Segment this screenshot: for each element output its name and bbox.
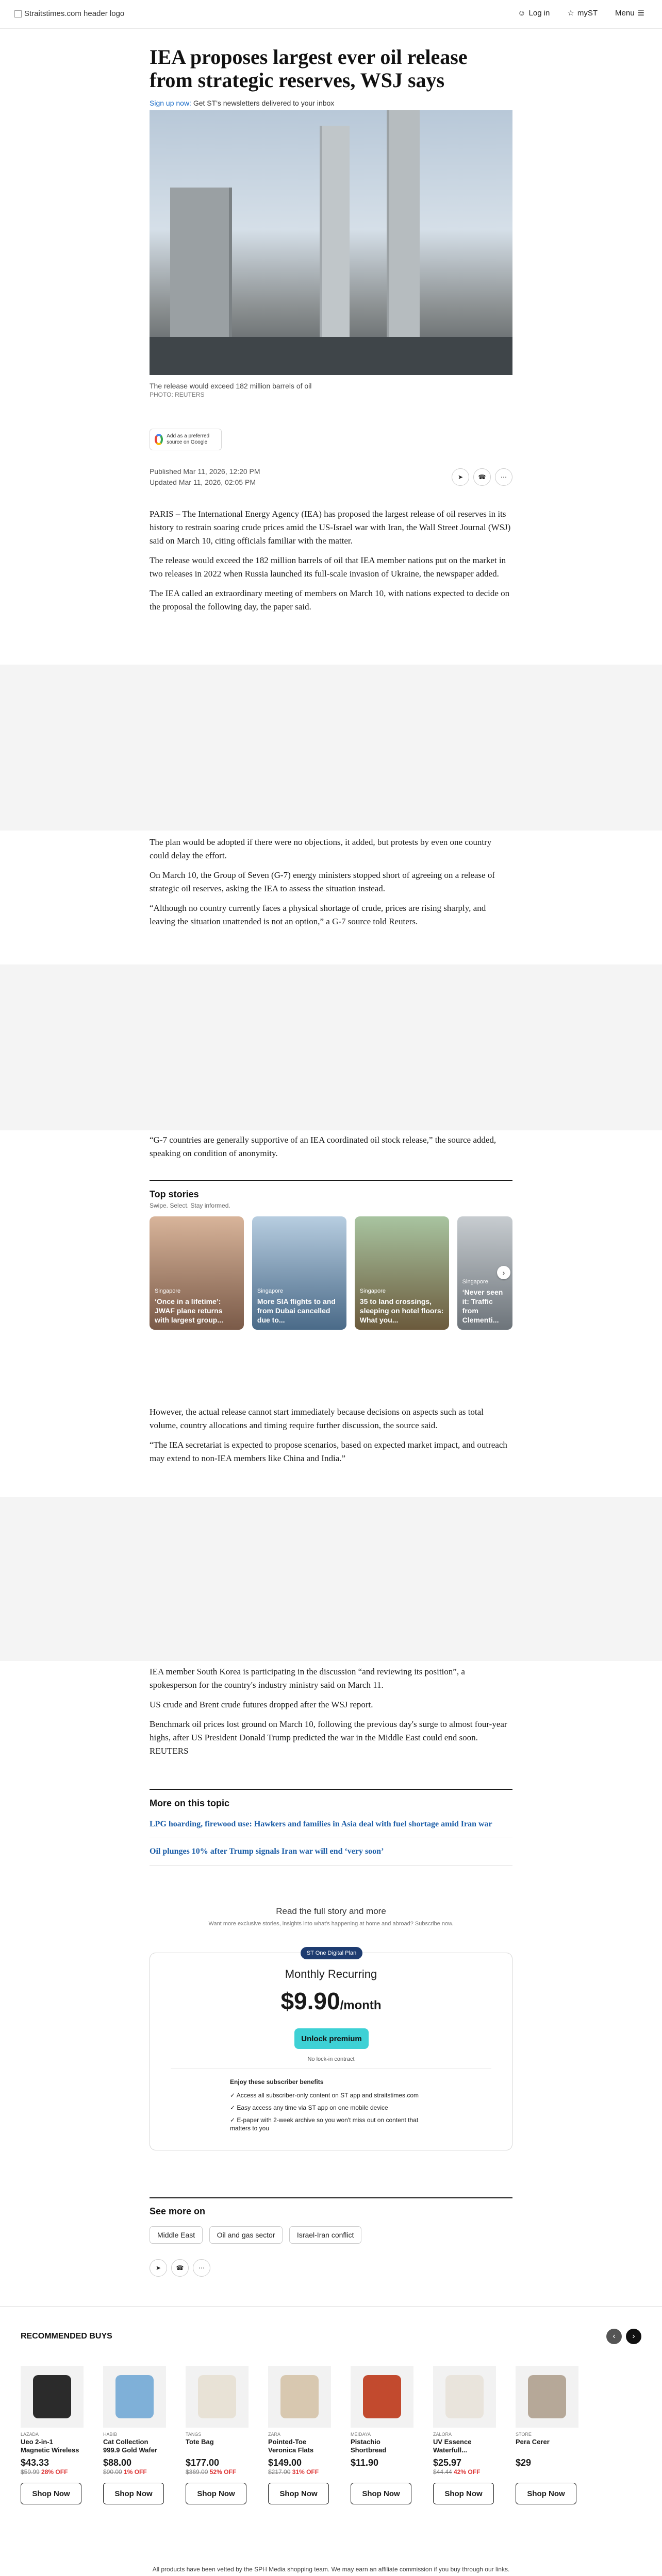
product-old-price: $90.00	[103, 2468, 122, 2476]
product-old-price: $217.00	[268, 2468, 291, 2476]
login-label: Log in	[528, 8, 550, 18]
unlock-premium-button[interactable]: Unlock premium	[294, 2028, 369, 2049]
product-name: Ueo 2-in-1 Magnetic Wireless	[21, 2438, 79, 2454]
paragraph-8: However, the actual release cannot start immediately because decisions on aspects such as total volume, country allocations and timing require further discussion, the source said.	[150, 1407, 484, 1430]
card-section: Singapore	[462, 1279, 488, 1285]
google-icon	[155, 434, 163, 445]
shop-now-button[interactable]: Shop Now	[433, 2483, 494, 2504]
product-name: Tote Bag	[186, 2438, 214, 2446]
shop-now-button[interactable]: Shop Now	[516, 2483, 576, 2504]
product-store: TANGS	[186, 2432, 202, 2437]
product-image	[433, 2366, 496, 2428]
product-price: $25.97	[433, 2458, 462, 2468]
benefit-item: E-paper with 2-week archive so you won't miss out on content that matters to you	[230, 2116, 419, 2132]
topic-tag[interactable]: Oil and gas sector	[209, 2226, 283, 2244]
no-lock-in-note: No lock-in contract	[307, 2056, 355, 2062]
plan-tag: ST One Digital Plan	[301, 1947, 362, 1959]
hamburger-icon: ☰	[637, 9, 644, 18]
caption-text: The release would exceed 182 million barrels of oil	[150, 382, 312, 390]
product-name: Cat Collection 999.9 Gold Wafer	[103, 2438, 157, 2454]
related-link[interactable]: LPG hoarding, firewood use: Hawkers and families in Asia deal with fuel shortage amid Iran war	[150, 1820, 492, 1828]
see-more-rule	[150, 2197, 512, 2198]
more-topic-rule	[150, 1789, 512, 1790]
ad-slot-3	[0, 1497, 662, 1661]
product-name: Pera Cerer	[516, 2438, 550, 2446]
shop-now-button[interactable]: Shop Now	[268, 2483, 329, 2504]
top-stories-sub: Swipe. Select. Stay informed.	[150, 1202, 230, 1209]
paragraph-1: PARIS – The International Energy Agency (IEA) has proposed the largest release of oil reserves in its history to restrain soaring crude prices amid the US-Israel war with Iran, the Wall Street Journal (WSJ) said on March 10, citing officials familiar with the matter.	[150, 509, 511, 546]
recommended-buys	[21, 2329, 641, 2344]
product-name: Pistachio Shortbread	[351, 2438, 387, 2454]
logo-alt-text: Straitstimes.com header logo	[24, 9, 125, 18]
product-store: ZALORA	[433, 2432, 452, 2437]
product-card[interactable]	[268, 2366, 331, 2504]
product-discount: 52% OFF	[209, 2468, 237, 2476]
paragraph-9: “The IEA secretariat is expected to propose scenarios, based on expected market impact, and outreach may extend to non-IEA members like China and India.”	[150, 1440, 507, 1463]
card-section: Singapore	[257, 1288, 284, 1294]
product-image	[268, 2366, 331, 2428]
benefits-list	[230, 2078, 436, 2132]
site-header	[0, 0, 662, 29]
article-meta	[150, 466, 512, 488]
ad-slot-2	[0, 964, 662, 1130]
shop-now-button[interactable]: Shop Now	[103, 2483, 164, 2504]
product-discount: 28% OFF	[41, 2468, 68, 2476]
read-more-sub: Want more exclusive stories, insights into what's happening at home and abroad? Subscribe now.	[208, 1921, 454, 1927]
signup-text: Get ST's newsletters delivered to your inbox	[191, 99, 335, 107]
product-discount: 42% OFF	[454, 2468, 481, 2476]
check-icon: ✓	[230, 2092, 237, 2099]
photo-credit: PHOTO: REUTERS	[150, 391, 205, 398]
affiliate-disclaimer: All products have been vetted by the SPH Media shopping team. We may earn an affiliate commission if you buy through our links.	[152, 2566, 510, 2573]
more-topic-heading: More on this topic	[150, 1798, 229, 1808]
product-image	[21, 2366, 84, 2428]
shop-now-button[interactable]: Shop Now	[351, 2483, 411, 2504]
card-title: ‘Once in a lifetime’: JWAF plane returns with largest group...	[155, 1297, 224, 1324]
product-discount: 1% OFF	[124, 2468, 147, 2476]
paragraph-5: On March 10, the Group of Seven (G-7) energy ministers stopped short of agreeing on a release of strategic oil reserves, asking the IEA to assess the situation instead.	[150, 870, 495, 893]
related-link[interactable]: Oil plunges 10% after Trump signals Iran war will end ‘very soon’	[150, 1847, 384, 1856]
topic-tag[interactable]: Israel-Iran conflict	[289, 2226, 361, 2244]
product-image	[186, 2366, 249, 2428]
google-badge-label: Add as a preferred source on Google	[167, 433, 210, 445]
product-image	[103, 2366, 166, 2428]
paragraph-2: The release would exceed the 182 million barrels of oil that IEA member nations put on the market in two releases in 2022 when Russia launched its full-scale invasion of Ukraine, the newspaper added.	[150, 555, 506, 579]
paywall-intro	[150, 1906, 512, 1927]
article-body-3	[150, 1133, 512, 1160]
product-image	[516, 2366, 578, 2428]
paragraph-7: “G-7 countries are generally supportive of an IEA coordinated oil stock release,” the source added, speaking on condition of anonymity.	[150, 1135, 496, 1158]
price-period: /month	[340, 1998, 382, 2012]
product-card[interactable]	[21, 2366, 84, 2504]
top-stories-carousel	[150, 1216, 512, 1330]
card-section: Singapore	[155, 1288, 181, 1294]
price-amount: $9.90	[280, 1988, 340, 2014]
article-header	[150, 45, 512, 107]
updated-date: Updated Mar 11, 2026, 02:05 PM	[150, 478, 256, 486]
product-price: $43.33	[21, 2458, 49, 2468]
check-icon: ✓	[230, 2116, 237, 2124]
plan-name: Monthly Recurring	[285, 1968, 377, 1980]
header-nav	[518, 8, 644, 18]
product-card[interactable]	[103, 2366, 166, 2504]
product-image	[351, 2366, 413, 2428]
paragraph-11: US crude and Brent crude futures dropped after the WSJ report.	[150, 1700, 373, 1709]
login-button[interactable]	[518, 8, 550, 18]
site-logo[interactable]	[14, 9, 124, 18]
product-store: ZARA	[268, 2432, 281, 2437]
next-arrow-icon[interactable]: ›	[626, 2329, 641, 2344]
ad-slot-1	[0, 665, 662, 831]
shop-now-button[interactable]: Shop Now	[21, 2483, 81, 2504]
article-body-5	[150, 1665, 512, 1758]
read-more-heading: Read the full story and more	[276, 1906, 386, 1916]
card-title: 35 to land crossings, sleeping on hotel floors: What you...	[359, 1297, 444, 1324]
product-card[interactable]	[186, 2366, 249, 2504]
product-card[interactable]	[433, 2366, 496, 2504]
product-name: UV Essence Waterfull...	[433, 2438, 472, 2454]
article-title: IEA proposes largest ever oil release from strategic reserves, WSJ says	[150, 45, 468, 92]
chimney-left	[320, 126, 350, 342]
recommended-heading: RECOMMENDED BUYS	[21, 2332, 112, 2341]
check-icon: ✓	[230, 2104, 237, 2111]
card-title: More SIA flights to and from Dubai cancelled due to...	[257, 1297, 336, 1324]
telegram-icon[interactable]: ➤	[150, 2259, 167, 2277]
product-card[interactable]	[516, 2366, 578, 2504]
user-icon: ☺	[518, 8, 526, 18]
product-price: $149.00	[268, 2458, 302, 2468]
more-share-icon[interactable]: ⋯	[193, 2259, 210, 2277]
article-body-2	[150, 836, 512, 928]
prev-arrow-icon[interactable]: ‹	[606, 2329, 622, 2344]
story-card[interactable]	[355, 1216, 449, 1330]
share-bar	[452, 468, 512, 486]
product-price: $11.90	[351, 2458, 379, 2468]
signup-link[interactable]: Sign up now:	[150, 99, 191, 107]
product-store: MEIDAYA	[351, 2432, 371, 2437]
plan-price	[150, 1987, 512, 2015]
product-store: STORE	[516, 2432, 532, 2437]
paragraph-12: Benchmark oil prices lost ground on March 10, following the previous day's surge to almost four-year highs, after US President Donald Trump predicted the war in the Middle East could end soon. REUTERS	[150, 1719, 507, 1756]
more-share-icon[interactable]: ⋯	[495, 468, 512, 486]
menu-label: Menu	[615, 8, 635, 18]
product-price: $177.00	[186, 2458, 220, 2468]
menu-button[interactable]	[615, 8, 644, 18]
subscription-card	[150, 1950, 512, 2150]
shop-now-button[interactable]: Shop Now	[186, 2483, 246, 2504]
see-more-heading: See more on	[150, 2206, 206, 2216]
plant-building	[170, 188, 232, 342]
photo-caption	[150, 381, 512, 398]
top-stories	[150, 1189, 512, 1330]
whatsapp-icon[interactable]: ☎	[473, 468, 491, 486]
whatsapp-icon[interactable]: ☎	[171, 2259, 189, 2277]
google-badge-row	[150, 429, 512, 450]
card-title: ‘Never seen it: Traffic from Clementi...	[462, 1288, 503, 1324]
paragraph-10: IEA member South Korea is participating in the discussion “and reviewing its position”, a spokesperson for the country's industry ministry said on March 11.	[150, 1667, 465, 1690]
product-old-price: $369.00	[186, 2468, 208, 2476]
article-body-4	[150, 1405, 512, 1465]
more-on-topic	[150, 1798, 512, 1866]
hero-photo	[150, 110, 512, 375]
product-old-price: $59.99	[21, 2468, 40, 2476]
myst-label: myST	[577, 8, 598, 18]
myst-button[interactable]	[567, 8, 598, 18]
card-section: Singapore	[359, 1288, 386, 1294]
share-bar-bottom	[150, 2259, 512, 2277]
carousel-next-icon[interactable]: ›	[497, 1266, 510, 1279]
newsletter-signup	[150, 99, 512, 107]
chimney-right	[387, 110, 420, 342]
product-discount: 31% OFF	[292, 2468, 319, 2476]
broken-image-icon	[14, 10, 22, 18]
star-icon: ☆	[567, 9, 574, 18]
plant-ground	[150, 337, 512, 375]
telegram-icon[interactable]: ➤	[452, 468, 469, 486]
product-name: Pointed-Toe Veronica Flats	[268, 2438, 314, 2454]
paragraph-3: The IEA called an extraordinary meeting of members on March 10, with nations expected to decide on the proposal the following day, the paper said.	[150, 588, 510, 612]
published-date: Published Mar 11, 2026, 12:20 PM	[150, 467, 260, 476]
top-stories-rule	[150, 1180, 512, 1181]
google-preferred-source-badge[interactable]	[150, 429, 222, 450]
product-old-price: $44.44	[433, 2468, 452, 2476]
topic-tag[interactable]: Middle East	[150, 2226, 203, 2244]
story-card[interactable]	[252, 1216, 346, 1330]
benefit-item: Easy access any time via ST app on one mobile device	[237, 2104, 388, 2111]
see-more-on	[150, 2206, 512, 2277]
paragraph-4: The plan would be adopted if there were no objections, it added, but protests by even one country could delay the effort.	[150, 837, 492, 860]
product-store: LAZADA	[21, 2432, 39, 2437]
product-price: $88.00	[103, 2458, 132, 2468]
product-store: HABIB	[103, 2432, 118, 2437]
product-price: $29	[516, 2458, 532, 2468]
story-card[interactable]	[150, 1216, 244, 1330]
benefits-title: Enjoy these subscriber benefits	[230, 2078, 324, 2086]
product-card[interactable]	[351, 2366, 413, 2504]
article-body-1	[150, 507, 512, 614]
paragraph-6: “Although no country currently faces a physical shortage of crude, prices are rising sharply, and leaving the situation unattended is not an option,” a G-7 source told Reuters.	[150, 903, 486, 926]
benefit-item: Access all subscriber-only content on ST app and straitstimes.com	[236, 2092, 419, 2099]
top-stories-heading: Top stories	[150, 1189, 199, 1199]
